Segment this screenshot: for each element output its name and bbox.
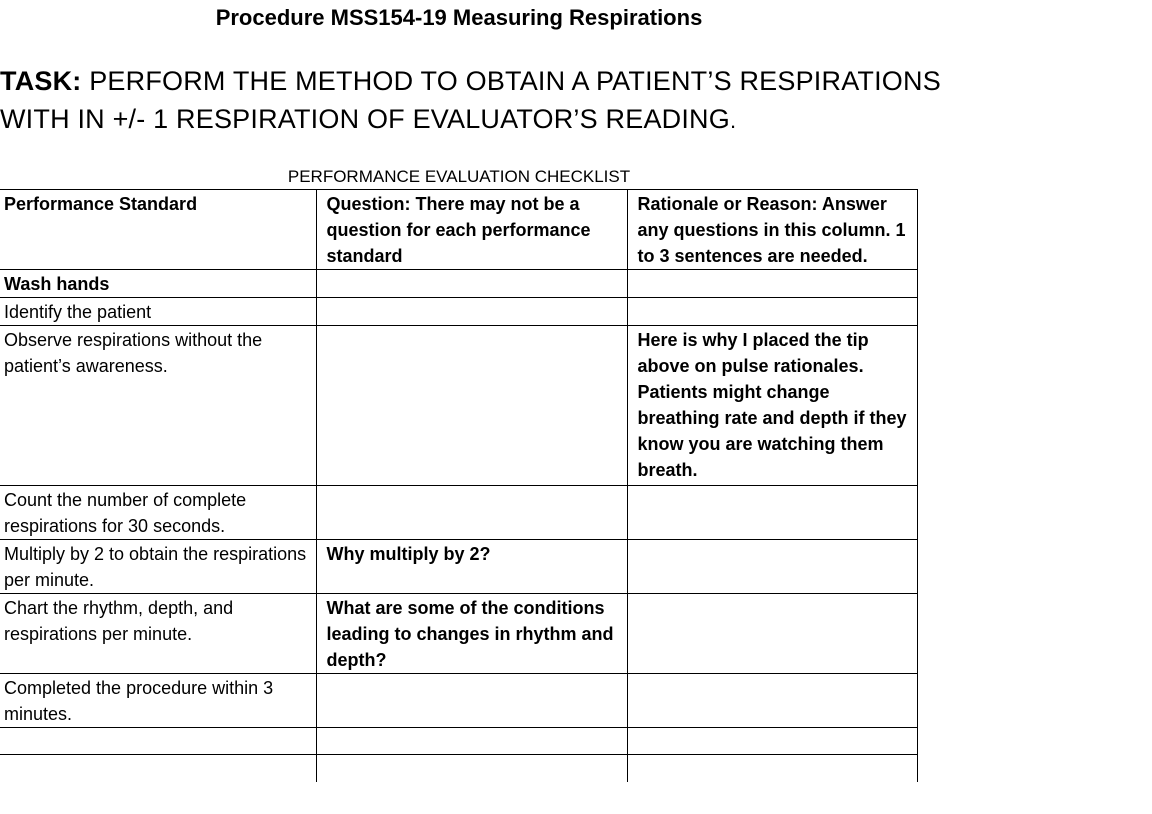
row-standard: Observe respirations without the patient’s awareness. xyxy=(0,326,316,486)
row-rationale[interactable] xyxy=(627,594,917,674)
row-question[interactable]: Why multiply by 2? xyxy=(316,540,627,594)
performance-checklist-table xyxy=(0,189,918,782)
row-question[interactable] xyxy=(316,755,627,783)
row-standard: Count the number of complete respirations for 30 seconds. xyxy=(0,486,316,540)
document-title: Procedure MSS154-19 Measuring Respirations xyxy=(215,5,703,30)
table-row xyxy=(0,540,917,594)
table-header-row xyxy=(0,190,917,270)
header-question: Question: There may not be a question for each performance standard xyxy=(316,190,627,270)
row-rationale[interactable] xyxy=(627,674,917,728)
table-row xyxy=(0,298,917,326)
row-question[interactable] xyxy=(316,486,627,540)
checklist-title: PERFORMANCE EVALUATION CHECKLIST xyxy=(287,167,631,186)
row-standard: Chart the rhythm, depth, and respirations per minute. xyxy=(0,594,316,674)
row-standard[interactable] xyxy=(0,728,316,755)
row-standard: Completed the procedure within 3 minutes. xyxy=(0,674,316,728)
table-row xyxy=(0,270,917,298)
row-rationale[interactable] xyxy=(627,486,917,540)
header-rationale: Rationale or Reason: Answer any questions in this column. 1 to 3 sentences are needed. xyxy=(627,190,917,270)
table-row xyxy=(0,755,917,783)
table-row xyxy=(0,326,917,486)
row-standard: Identify the patient xyxy=(0,298,316,326)
row-standard: Wash hands xyxy=(0,270,316,298)
row-question[interactable] xyxy=(316,270,627,298)
table-row xyxy=(0,594,917,674)
row-standard[interactable] xyxy=(0,755,316,783)
row-question[interactable] xyxy=(316,326,627,486)
task-period: . xyxy=(729,108,737,133)
row-rationale[interactable]: Here is why I placed the tip above on pulse rationales. Patients might change breathing rate and depth if they know you are watching them breath. xyxy=(627,326,917,486)
row-standard: Multiply by 2 to obtain the respirations per minute. xyxy=(0,540,316,594)
table-row xyxy=(0,674,917,728)
row-question[interactable]: What are some of the conditions leading to changes in rhythm and depth? xyxy=(316,594,627,674)
header-performance-standard: Performance Standard xyxy=(0,190,316,270)
table-row xyxy=(0,486,917,540)
row-rationale[interactable] xyxy=(627,270,917,298)
row-rationale[interactable] xyxy=(627,540,917,594)
row-rationale[interactable] xyxy=(627,728,917,755)
row-rationale[interactable] xyxy=(627,755,917,783)
task-statement xyxy=(0,62,1000,140)
row-question[interactable] xyxy=(316,298,627,326)
table-row xyxy=(0,728,917,755)
task-text-line2: WITH IN +/- 1 RESPIRATION OF EVALUATOR’S READING xyxy=(0,104,730,134)
row-question[interactable] xyxy=(316,728,627,755)
row-rationale[interactable] xyxy=(627,298,917,326)
row-question[interactable] xyxy=(316,674,627,728)
task-label: TASK: xyxy=(0,66,82,96)
task-text-line1: PERFORM THE METHOD TO OBTAIN A PATIENT’S RESPIRATIONS xyxy=(81,66,941,96)
